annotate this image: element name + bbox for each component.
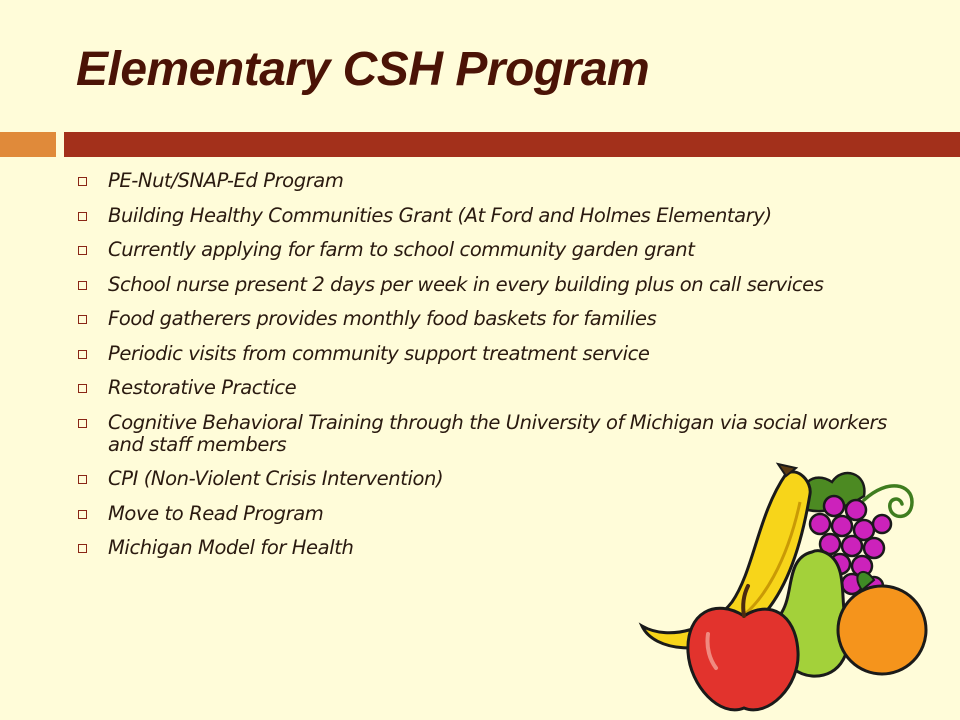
fruit-clipart-icon — [636, 462, 948, 720]
hollow-square-bullet-icon — [78, 544, 87, 553]
hollow-square-bullet-icon — [78, 384, 87, 393]
bullet-text: CPI (Non-Violent Crisis Intervention) — [108, 467, 444, 490]
hollow-square-bullet-icon — [78, 510, 87, 519]
bullet-text: Restorative Practice — [108, 376, 297, 399]
bullet-item — [76, 239, 926, 261]
bullet-item — [76, 343, 926, 365]
bullet-item — [76, 205, 926, 227]
bullet-text: Michigan Model for Health — [108, 536, 354, 559]
bullet-text: Periodic visits from community support treatment service — [108, 341, 650, 365]
bullet-text: Food gatherers provides monthly food baskets for families — [108, 307, 657, 330]
hollow-square-bullet-icon — [78, 475, 87, 484]
bullet-text: Move to Read Program — [108, 501, 324, 525]
bullet-item — [76, 274, 926, 296]
bullet-text: PE-Nut/SNAP-Ed Program — [108, 169, 344, 192]
hollow-square-bullet-icon — [78, 246, 87, 255]
bullet-text: School nurse present 2 days per week in every building plus on call services — [108, 272, 824, 296]
bullet-text: Cognitive Behavioral Training through the University of Michigan via social workers and staff members — [108, 410, 887, 456]
hollow-square-bullet-icon — [78, 212, 87, 221]
accent-bar — [64, 132, 960, 157]
hollow-square-bullet-icon — [78, 281, 87, 290]
bullet-item — [76, 308, 926, 330]
accent-block — [0, 132, 56, 157]
hollow-square-bullet-icon — [78, 315, 87, 324]
hollow-square-bullet-icon — [78, 419, 87, 428]
bullet-item — [76, 412, 926, 456]
bullet-text: Building Healthy Communities Grant (At Ford and Holmes Elementary) — [108, 203, 772, 227]
bullet-text: Currently applying for farm to school community garden grant — [108, 238, 695, 261]
bullet-item — [76, 170, 926, 192]
hollow-square-bullet-icon — [78, 350, 87, 359]
bullet-item — [76, 377, 926, 399]
hollow-square-bullet-icon — [78, 177, 87, 186]
slide-title: Elementary CSH Program — [76, 43, 650, 96]
